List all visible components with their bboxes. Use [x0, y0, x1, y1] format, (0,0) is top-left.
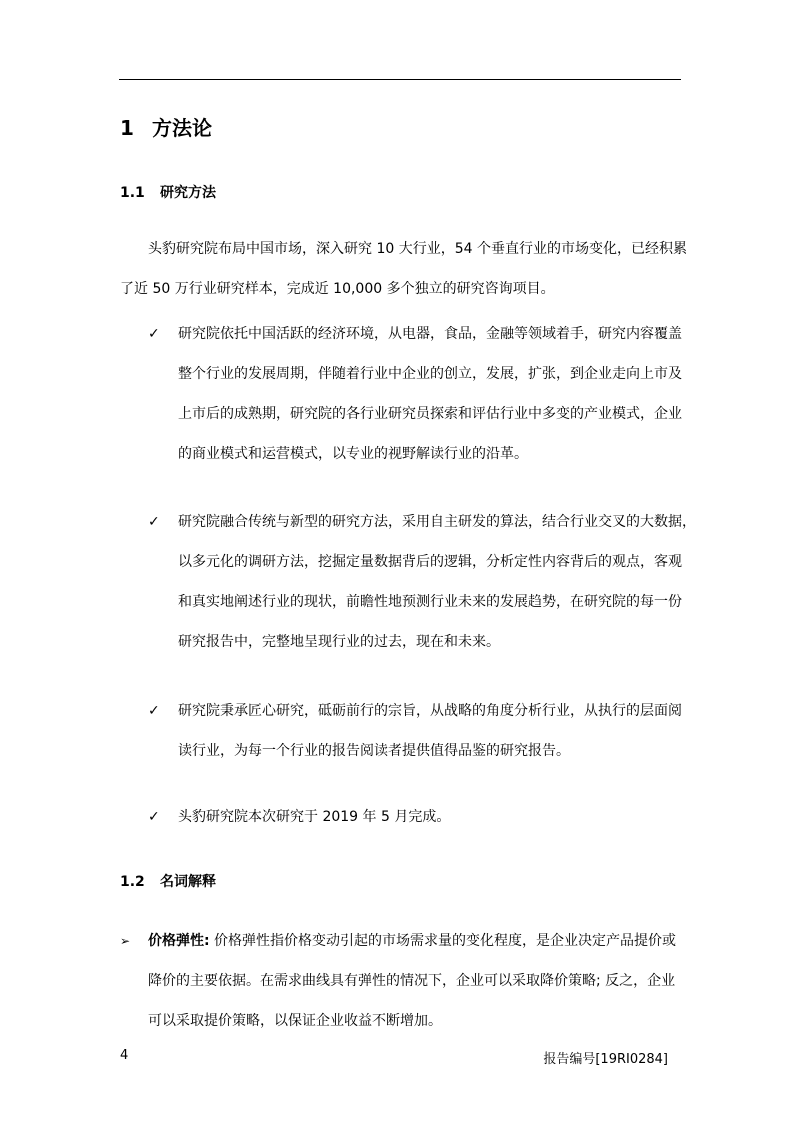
glossary-definition: 价格弹性指价格变动引起的市场需求量的变化程度，是企业决定产品提价或	[209, 933, 677, 949]
bullet-line: 研究报告中，完整地呈现行业的过去，现在和未来。	[178, 634, 500, 650]
chapter-number: 1	[120, 116, 134, 140]
section-number: 1.2	[120, 874, 145, 890]
report-id: 报告编号[19RI0284]	[543, 1052, 668, 1067]
arrow-bullet-icon: ➢	[120, 934, 131, 948]
bullet-line: 研究院秉承匠心研究，砥砺前行的宗旨，从战略的角度分析行业，从执行的层面阅	[178, 703, 682, 719]
glossary-line: 降价的主要依据。在需求曲线具有弹性的情况下，企业可以采取降价策略; 反之，企业	[148, 973, 676, 989]
page-number: 4	[120, 1048, 129, 1063]
section-title: 名词解释	[160, 874, 216, 890]
header-rule	[119, 79, 681, 80]
bullet-line: 整个行业的发展周期，伴随着行业中企业的创立，发展，扩张，到企业走向上市及	[178, 366, 682, 382]
check-icon: ✓	[148, 514, 160, 530]
bullet-item	[148, 797, 688, 837]
bullet-line: 上市后的成熟期，研究院的各行业研究员探索和评估行业中多变的产业模式，企业	[178, 406, 682, 422]
chapter-title: 方法论	[152, 116, 212, 140]
bullet-line: 研究院融合传统与新型的研究方法，采用自主研发的算法，结合行业交叉的大数据，	[178, 514, 696, 530]
bullet-line: 读行业，为每一个行业的报告阅读者提供值得品鉴的研究报告。	[178, 743, 570, 759]
chapter-heading	[120, 112, 212, 141]
bullet-line: 头豹研究院本次研究于 2019 年 5 月完成。	[178, 809, 451, 825]
bullet-line: 的商业模式和运营模式，以专业的视野解读行业的沿革。	[178, 446, 528, 462]
bullet-item	[148, 691, 688, 771]
section-heading-glossary	[120, 871, 216, 891]
section-title: 研究方法	[160, 185, 216, 201]
section-heading-research-methods	[120, 182, 216, 202]
section-number: 1.1	[120, 185, 145, 201]
check-icon: ✓	[148, 809, 160, 825]
intro-line: 了近 50 万行业研究样本，完成近 10,000 多个独立的研究咨询项目。	[120, 281, 555, 297]
glossary-term: 价格弹性:	[148, 933, 210, 949]
glossary-line: 可以采取提价策略，以保证企业收益不断增加。	[148, 1013, 442, 1029]
intro-paragraph	[120, 229, 687, 309]
bullet-line: 研究院依托中国活跃的经济环境，从电器，食品，金融等领域着手，研究内容覆盖	[178, 326, 682, 342]
check-icon: ✓	[148, 326, 160, 342]
intro-line: 头豹研究院布局中国市场，深入研究 10 大行业，54 个垂直行业的市场变化，已经积累	[148, 241, 687, 257]
bullet-item	[148, 314, 688, 474]
bullet-line: 以多元化的调研方法，挖掘定量数据背后的逻辑，分析定性内容背后的观点，客观	[178, 554, 682, 570]
bullet-line: 和真实地阐述行业的现状，前瞻性地预测行业未来的发展趋势，在研究院的每一份	[178, 594, 682, 610]
check-icon: ✓	[148, 703, 160, 719]
bullet-item	[148, 502, 696, 662]
glossary-item	[120, 921, 688, 1041]
